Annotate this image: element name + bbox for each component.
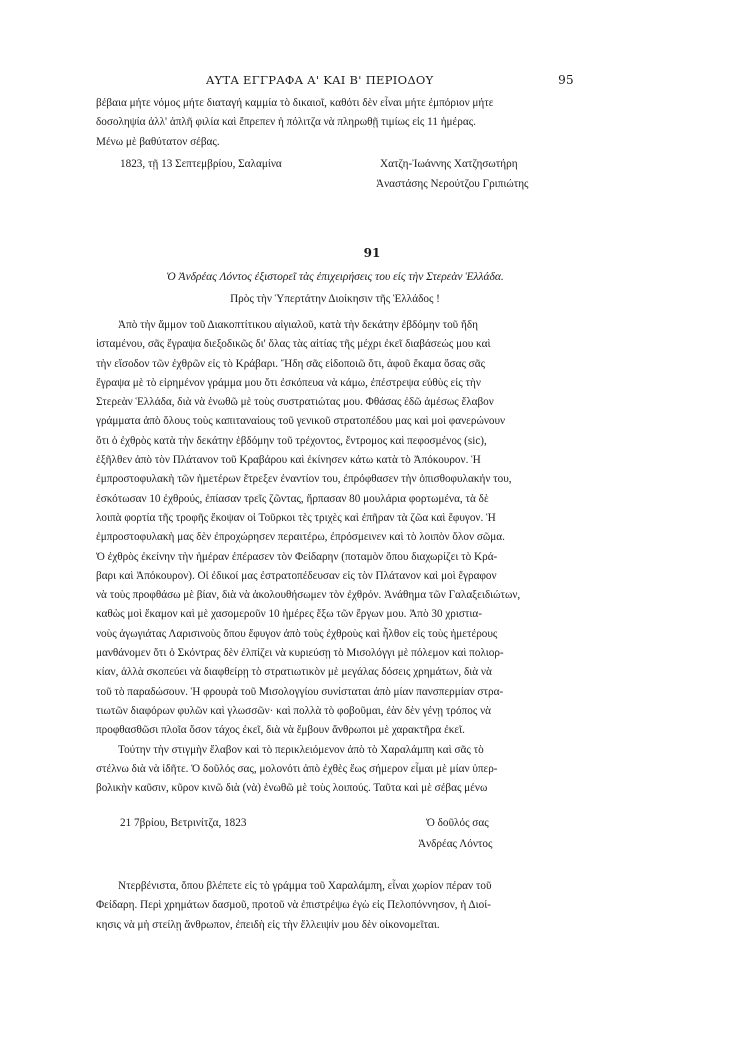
text-line: Ἀπὸ τὴν ἄμμον τοῦ Διακοπτίτικου αἰγιαλοῦ, κατὰ τὴν δεκάτην ἑβδόμην τοῦ ἤδη	[118, 319, 478, 331]
text-line: ἐμπροστοφυλακὴ τῶν ἡμετέρων ἔτρεξεν ἐναντίον του, ἐπρόφθασεν τὴν ὀπισθοφυλακήν του,	[96, 473, 512, 486]
text-line: βέβαια μήτε νόμος μήτε διαταγή καμμία τὸ δικαιοῖ, καθότι δὲν εἶναι μήτε ἐμπόριον μήτε	[96, 97, 494, 109]
doc91-date-place: 21 7βρίου, Βετρινίτζα, 1823	[120, 817, 247, 829]
text-line: δοσοληψία ἀλλ' ἁπλῆ φιλία καὶ ἔπρεπεν ἡ πόλιτζα νὰ πληρωθῇ τιμίως εἰς 11 ἡμέρας.	[96, 116, 476, 129]
running-title: ΑΥΤΑ ΕΓΓΡΑΦΑ Α' ΚΑΙ Β' ΠΕΡΙΟΔΟΥ	[206, 73, 434, 87]
text-line: ἐξῆλθεν ἀπὸ τὸν Πλάτανον τοῦ Κραβάρου καὶ ἐκίνησεν κάτω κατὰ τὸ Ἀπόκουρον. Ἡ	[96, 454, 481, 467]
text-line: μανθάνομεν ὅτι ὁ Σκόντρας δὲν ἐλπίζει νὰ κυριεύσῃ τὸ Μισολόγγι μὲ πόλεμον καὶ πολιορ-	[96, 647, 504, 660]
document-title: Ὁ Ἀνδρέας Λόντος ἐξιστορεῖ τὰς ἐπιχειρήσεις του εἰς τὴν Στερεὰν Ἑλλάδα.	[166, 271, 504, 283]
text-line: Μένω μὲ βαθύτατον σέβας.	[96, 135, 220, 148]
addressee: Πρὸς τὴν Ὑπερτάτην Διοίκησιν τῆς Ἑλλάδος !	[230, 293, 440, 305]
text-line: Ντερβένιστα, ὅπου βλέπετε εἰς τὸ γράμμα τοῦ Χαραλάμπη, εἶναι χωρίον πέραν τοῦ	[118, 880, 492, 892]
text-line: νοὺς ἀγωγιάτας Λαρισινοὺς ὅπου ἔφυγον ἀπὸ τοὺς ἐχθροὺς καὶ ἦλθον εἰς τοὺς ἡμετέρους	[96, 627, 498, 640]
text-line: βαρι καὶ Ἀπόκουρον). Οἱ ἐδικοί μας ἐστρατοπέδευσαν εἰς τὸν Πλάτανον καὶ μοὶ ἔγραφον	[96, 569, 497, 582]
text-line: κίαν, ἀλλὰ σκοπεύει νὰ διαφθείρῃ τὸ στρατιωτικὸν μὲ μεγάλας δόσεις χρημάτων, διὰ νὰ	[96, 666, 492, 679]
text-line: νὰ τοὺς προφθάσω μὲ βίαν, διὰ νὰ ἀκολουθήσωμεν τὸν ἐχθρόν. Ἀνάθημα τῶν Γαλαξειδιώτων,	[96, 589, 521, 602]
text-line: Φείδαρη. Περὶ χρημάτων δασμοῦ, προτοῦ νὰ ἐπιστρέψω ἐγὼ εἰς Πελοπόννησον, ἡ Διοί-	[96, 899, 491, 912]
doc90-signatory-1: Χατζη-Ἰωάννης Χατζησωτήρη	[380, 158, 518, 170]
text-line: ἱσταμένου, σᾶς ἔγραψα διεξοδικῶς δι' ὅλας τὰς αἰτίας τῆς μέχρι ἐκεῖ διαβάσεώς μου καὶ	[96, 338, 491, 351]
doc90-date-place: 1823, τῇ 13 Σεπτεμβρίου, Σαλαμίνα	[120, 158, 282, 170]
text-line: τοῦ τὸ παραδώσουν. Ἡ φρουρὰ τοῦ Μισολογγίου συνίσταται ἀπὸ μίαν πανσπερμίαν στρα-	[96, 685, 504, 698]
doc91-paragraph-1	[96, 316, 574, 798]
text-line: λοιπὰ φορτία τῆς τροφῆς ἔκοψαν οἱ Τοῦρκοι τὲς τριχὲς καὶ ἐπῆραν τὰ ζῶα καὶ ἔφυγον. Ἡ	[96, 511, 496, 524]
text-line: καθὼς μοὶ ἔκαμον καὶ μὲ χασομεροῦν 10 ἡμέρες ἔξω τῶν ἔργων μου. Ἀπὸ 30 χριστια-	[96, 608, 483, 621]
text-line: ἐμπροστοφυλακὴ μας δὲν ἐπροχώρησεν περαιτέρω, ἐπρόσμεινεν καὶ τὸ λοιπὸν ὅλον σῶμα.	[96, 531, 505, 544]
doc91-postscript	[96, 877, 574, 935]
text-line: βολικὴν καῦσιν, κῦρον κινῶ διὰ (νὰ) ἑνωθῶ μὲ τοὺς λοιπούς. Ταῦτα καὶ μὲ σέβας μένω	[96, 782, 488, 795]
text-line: Στερεὰν Ἑλλάδα, διὰ νὰ ἑνωθῶ μὲ τοὺς συστρατιώτας μου. Φθάσας ἐδῶ ἀμέσως ἔλαβον	[96, 396, 494, 409]
text-line: στέλνω διὰ νὰ ἰδῆτε. Ὁ δοῦλός σας, μολονότι ἀπὸ ἐχθὲς ἕως σήμερον εἶμαι μὲ μίαν ὑπερ-	[96, 762, 498, 775]
text-line: Τούτην τὴν στιγμὴν ἔλαβον καὶ τὸ περικλειόμενον ἀπὸ τὸ Χαραλάμπη καὶ σᾶς τὸ	[118, 743, 484, 756]
text-line: ἐσκότωσαν 10 ἐχθρούς, ἐπίασαν τρεῖς ζῶντας, ἥρπασαν 80 μουλάρια φορτωμένα, τὰ δὲ	[96, 492, 489, 505]
doc90-closing-text	[96, 94, 574, 152]
doc91-closing: Ὁ δοῦλός σας	[426, 817, 489, 829]
page-number: 95	[558, 73, 574, 87]
text-line: τὴν εἴσοδον τῶν ἐχθρῶν εἰς τὸ Κράβαρι. Ἤδη σᾶς εἰδοποιῶ ὅτι, ἀφοῦ ἔκαμα ὅσας σᾶς	[96, 357, 485, 370]
doc91-signature: Ἀνδρέας Λόντος	[418, 838, 493, 850]
document-number: 91	[363, 246, 381, 260]
text-line: Ὁ ἐχθρὸς ἐκείνην τὴν ἡμέραν ἐπέρασεν τὸν Φείδαρην (ποταμὸν ὅπου διαχωρίζει τὸ Κρά-	[96, 550, 498, 563]
doc90-signatory-2: Ἀναστάσης Νερούτζου Γριπιώτης	[376, 178, 529, 190]
text-line: τιωτῶν διαφόρων φυλῶν καὶ γλωσσῶν· καὶ πολλὰ τὸ φοβοῦμαι, ἐὰν δὲν γένῃ τρόπος νὰ	[96, 704, 491, 717]
text-line: ὅτι ὁ ἐχθρὸς κατὰ τὴν δεκάτην ἑβδόμην τοῦ τρέχοντος, ἔντρομος καὶ πεφοσμένος (sic),	[96, 434, 487, 447]
text-line: ἔγραψα μὲ τὸ εἰρημένον γράμμα μου ὅτι ἐσκόπευα νὰ κάμω, ἐπέστρεψα εὐθὺς εἰς τὴν	[96, 376, 481, 389]
text-line: γράμματα ἀπὸ ὅλους τοὺς καπιταναίους τοῦ γενικοῦ στρατοπέδου μας καὶ μοὶ φανερώνουν	[96, 415, 506, 428]
text-line: προφθασθῶσι πλοῖα ὅσον τάχος ἐκεῖ, διὰ νὰ ἔμβουν ἄνθρωποι μὲ χαρακτῆρα ἐκεῖ.	[96, 724, 465, 737]
text-line: κησις νὰ μὴ στείλῃ ἄνθρωπον, ἐπειδὴ εἰς τὴν ἔλλειψίν μου δὲν οἰκονομεῖται.	[96, 918, 440, 931]
